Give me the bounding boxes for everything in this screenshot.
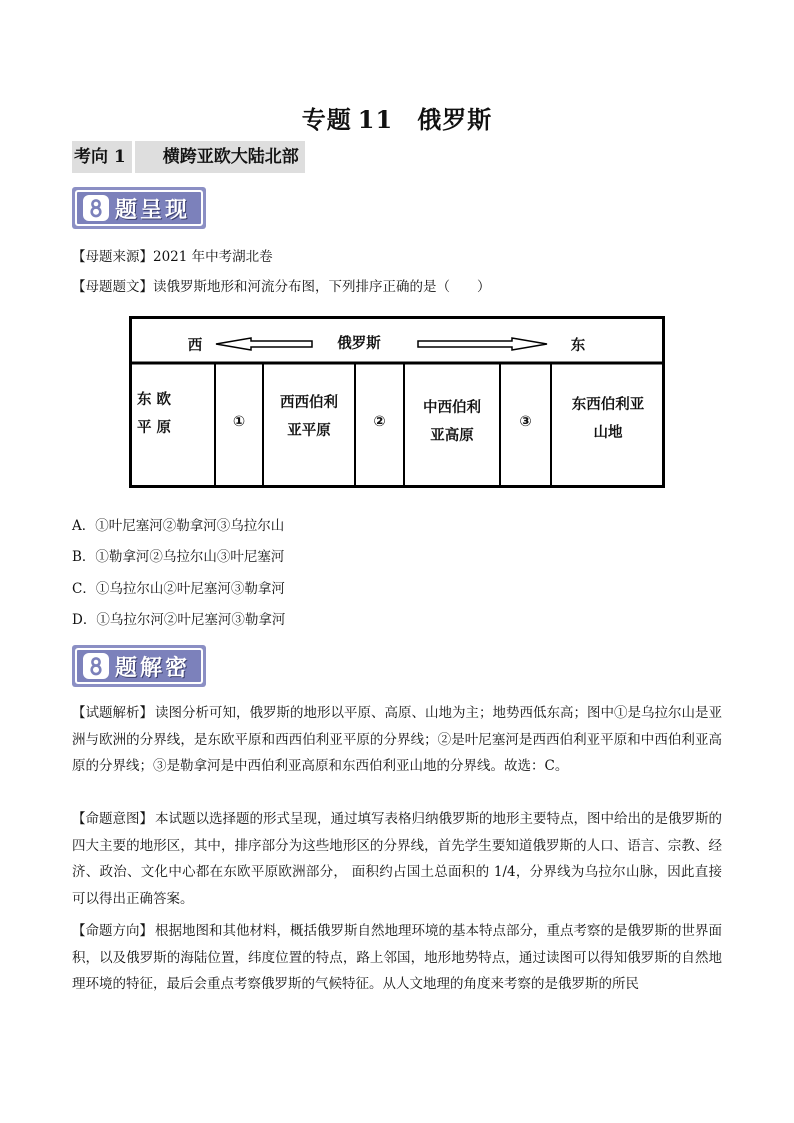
- option-d: [72, 610, 285, 630]
- cell-line: 中西伯利: [423, 400, 481, 416]
- option-letter: A．: [72, 518, 96, 534]
- source-text: 2021 年中考湖北卷: [153, 249, 273, 265]
- cell-blank-1: [217, 408, 261, 436]
- section-heading: [72, 141, 305, 173]
- option-letter: C．: [72, 581, 96, 597]
- question-label: 【母题题文】: [72, 279, 153, 295]
- east-arrow-icon: [418, 338, 547, 350]
- country-label: 俄罗斯: [337, 336, 381, 352]
- cell-west-siberian-plain: [265, 389, 353, 445]
- option-letter: B．: [72, 549, 96, 565]
- cell-blank-2: [357, 408, 402, 436]
- west-label: 西: [187, 338, 203, 354]
- title-name: 俄罗斯: [417, 105, 493, 134]
- question-present-badge: [72, 187, 206, 229]
- title-prefix: 专题: [301, 105, 352, 134]
- cell-east-siberian-mountains: [553, 391, 663, 447]
- cell-line: 平 原: [137, 420, 172, 436]
- cell-line: 山地: [593, 425, 623, 441]
- cell-marker-1: ①: [232, 414, 246, 430]
- option-text: ①乌拉尔山②叶尼塞河③勒拿河: [95, 581, 285, 597]
- cell-blank-3: [502, 408, 549, 436]
- numeral-8-icon: [83, 195, 109, 221]
- intent-paragraph: [72, 806, 722, 912]
- direction-text: 根据地图和其他材料，概括俄罗斯自然地理环境的基本特点部分，重点考察的是俄罗斯的世界面积，以及俄罗斯的海陆位置，纬度位置的特点，路上邻国，地形地势特点，通过读图可以得知俄罗斯的自然地理环境的特征，最后会重点考察俄罗斯的气候特征。从人文地理的角度来考察的是俄罗斯的所民: [72, 923, 722, 992]
- option-c: [72, 579, 285, 599]
- cell-line: 亚平原: [287, 423, 331, 439]
- direction-label: 【命题方向】: [72, 923, 153, 939]
- intent-label: 【命题意图】: [72, 811, 153, 827]
- cell-central-siberian-plateau: [406, 394, 498, 450]
- page-title: [0, 100, 794, 135]
- question-explain-badge: [72, 645, 206, 687]
- option-b: [72, 547, 284, 567]
- source-label: 【母题来源】: [72, 249, 153, 265]
- intent-text: 本试题以选择题的形式呈现，通过填写表格归纳俄罗斯的地形主要特点，图中给出的是俄罗斯的四大主要的地形区，其中，排序部分为这些地形区的分界线，首先学生要知道俄罗斯的人口、语言、宗教、经济、政治、文化中心都在东欧平原欧洲部分， 面积约占国土总面积的 1/4，分界线为乌拉尔山脉，因此直接可以得出正确答案。: [72, 811, 722, 907]
- cell-line: 东 欧: [137, 392, 172, 408]
- cell-line: 东西伯利亚: [571, 397, 645, 413]
- option-text: ①叶尼塞河②勒拿河③乌拉尔山: [95, 518, 285, 534]
- direction-paragraph: [72, 918, 722, 998]
- section-tag: 考向 1: [72, 141, 132, 173]
- badge-label: 题呈现: [115, 197, 191, 223]
- source-line: [72, 247, 273, 267]
- cell-line: 西西伯利: [280, 395, 338, 411]
- cell-marker-3: ③: [519, 414, 532, 430]
- option-letter: D．: [72, 612, 97, 628]
- analysis-text: 读图分析可知，俄罗斯的地形以平原、高原、山地为主；地势西低东高；图中①是乌拉尔山是亚洲与欧洲的分界线，是东欧平原和西西伯利亚平原的分界线；②是叶尼塞河是西西伯利亚平原和中西伯利亚高原的分界线；③是勒拿河是中西伯利亚高原和东西伯利亚山地的分界线。故选：C。: [72, 705, 722, 774]
- cell-marker-2: ②: [373, 414, 386, 430]
- title-number: 11: [357, 105, 394, 134]
- badge-label: 题解密: [115, 655, 191, 681]
- option-a: [72, 516, 284, 536]
- option-text: ①勒拿河②乌拉尔山③叶尼塞河: [95, 549, 285, 565]
- section-topic: 横跨亚欧大陆北部: [135, 141, 305, 173]
- west-arrow-icon: [216, 338, 312, 350]
- option-text: ①乌拉尔河②叶尼塞河③勒拿河: [96, 612, 286, 628]
- analysis-paragraph: [72, 700, 722, 780]
- cell-east-european-plain: [137, 386, 193, 442]
- question-line: [72, 277, 491, 297]
- analysis-label: 【试题解析】: [72, 705, 153, 721]
- question-text: 读俄罗斯地形和河流分布图，下列排序正确的是（ ）: [153, 279, 491, 295]
- russia-terrain-diagram: [129, 316, 665, 488]
- east-label: 东: [570, 338, 586, 354]
- cell-line: 亚高原: [430, 428, 474, 444]
- numeral-8-icon: [83, 653, 109, 679]
